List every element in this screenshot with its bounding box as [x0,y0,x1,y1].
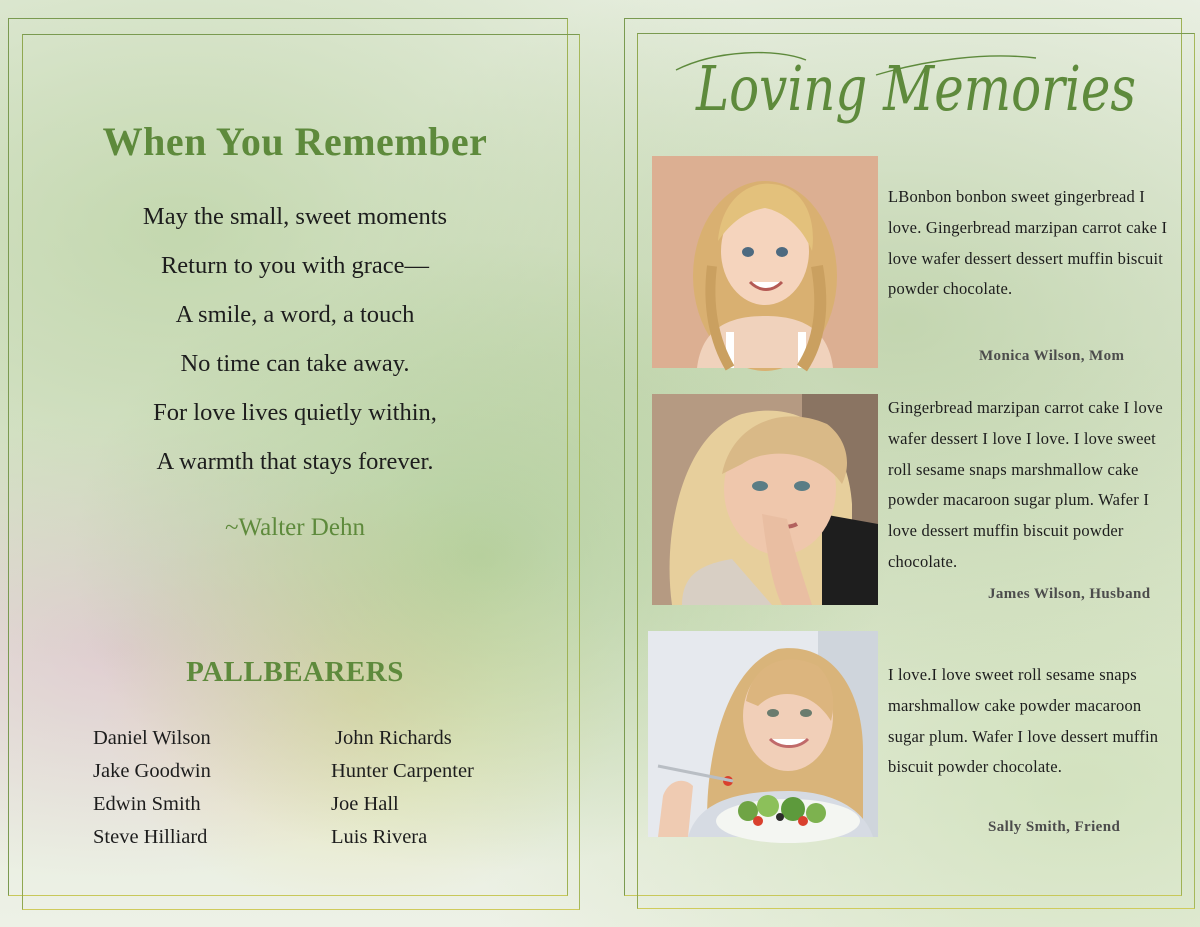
loving-memories-heading [656,30,1176,140]
tribute-signature: Monica Wilson, Mom [979,348,1125,364]
pallbearers-heading: PALLBEARERS [186,656,404,688]
right-panel [600,0,1200,927]
poem-line: Return to you with grace— [160,252,430,279]
woman-thinking-photo [652,394,878,605]
pallbearer-name: Joe Hall [331,793,399,815]
pallbearer-name: Luis Rivera [331,826,428,848]
pallbearer-name: Jake Goodwin [93,760,211,782]
pallbearers-column-1 [93,724,211,856]
pallbearer-name: Daniel Wilson [93,727,211,749]
tribute-text: LBonbon bonbon sweet gingerbread I love. Gingerbread marzipan carrot cake I love wafer dessert dessert muffin biscuit powder chocolate. [888,187,1168,299]
poem [40,198,550,492]
poem-author: ~Walter Dehn [225,514,365,541]
poem-line: For love lives quietly within, [153,399,437,426]
tribute-text: Gingerbread marzipan carrot cake I love wafer dessert I love I love. I love sweet roll sesame snaps marshmallow cake powder macaroon sugar plum. Wafer I love dessert muffin biscuit powder chocolate. [888,398,1163,571]
poem-line: No time can take away. [180,350,410,377]
tribute-signature: Sally Smith, Friend [988,819,1121,835]
script-heading-text: Loving Memories [695,52,1136,125]
woman-salad-photo [648,631,878,837]
script-heading-svg [656,30,1176,140]
tribute-signature: James Wilson, Husband [988,586,1151,602]
pallbearers-column-2 [331,724,474,856]
poem-line: May the small, sweet moments [142,203,448,230]
poem-title: When You Remember [102,119,488,164]
pallbearer-name: John Richards [335,727,452,749]
young-girl-photo [652,156,878,368]
pallbearer-name: Steve Hilliard [93,826,208,848]
pallbearer-name: Hunter Carpenter [331,760,474,782]
tribute-text: I love.I love sweet roll sesame snaps marshmallow cake powder macaroon sugar plum. Wafer I love dessert muffin biscuit powder chocolate. [888,665,1159,777]
poem-line: A warmth that stays forever. [156,448,434,475]
pallbearer-name: Edwin Smith [93,793,201,815]
poem-line: A smile, a word, a touch [175,301,415,328]
